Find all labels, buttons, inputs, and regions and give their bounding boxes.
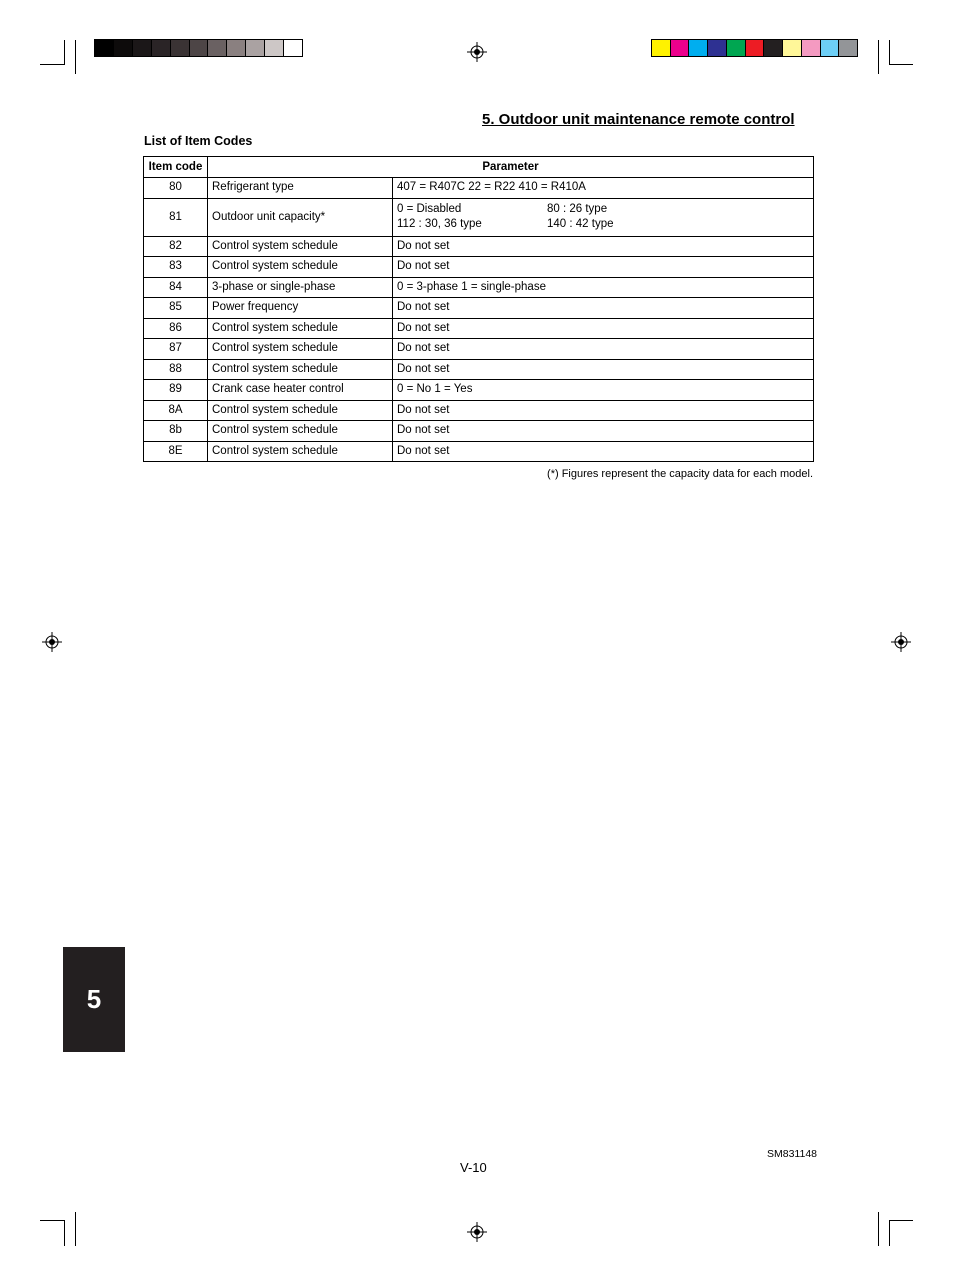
parameter-name-cell: Outdoor unit capacity*: [208, 198, 393, 236]
color-swatch: [670, 40, 689, 56]
parameter-value: 0 = 3-phase 1 = single-phase: [397, 280, 546, 293]
crop-mark: [75, 1212, 76, 1246]
color-swatch: [726, 40, 745, 56]
parameter-value-cell: [393, 178, 814, 199]
color-swatch: [264, 40, 283, 56]
color-swatch: [652, 40, 670, 56]
parameter-name-cell: Crank case heater control: [208, 380, 393, 401]
color-swatch: [688, 40, 707, 56]
registration-mark-icon: [467, 42, 487, 62]
table-row: [144, 277, 814, 298]
item-code-cell: 85: [144, 298, 208, 319]
table-body: [144, 178, 814, 462]
crop-mark: [889, 64, 913, 65]
parameter-value: 112 : 30, 36 type: [397, 218, 482, 230]
table-row: [144, 236, 814, 257]
color-swatch: [801, 40, 820, 56]
parameter-value-cell: [393, 277, 814, 298]
item-code-cell: 89: [144, 380, 208, 401]
color-swatch: [763, 40, 782, 56]
crop-mark: [64, 1220, 65, 1246]
parameter-value-cell: [393, 400, 814, 421]
item-code-cell: 8E: [144, 441, 208, 462]
parameter-value: 407 = R407C 22 = R22 410 = R410A: [397, 181, 586, 194]
color-swatch: [226, 40, 245, 56]
color-swatch: [838, 40, 857, 56]
color-swatch: [245, 40, 264, 56]
table-row: [144, 380, 814, 401]
registration-mark-icon: [891, 632, 911, 652]
color-swatch: [207, 40, 226, 56]
item-code-cell: 8b: [144, 421, 208, 442]
color-swatch: [820, 40, 839, 56]
page-number: V-10: [460, 1160, 487, 1175]
table-row: [144, 339, 814, 360]
parameter-name-cell: Control system schedule: [208, 339, 393, 360]
parameter-name-cell: Refrigerant type: [208, 178, 393, 199]
parameter-value: Do not set: [397, 444, 450, 457]
crop-mark: [40, 1220, 64, 1221]
parameter-line: [397, 403, 809, 418]
table-header-row: [144, 157, 814, 178]
item-code-cell: 84: [144, 277, 208, 298]
item-code-cell: 80: [144, 178, 208, 199]
parameter-value: Do not set: [397, 342, 450, 355]
parameter-line: [397, 180, 809, 195]
parameter-name-cell: Control system schedule: [208, 318, 393, 339]
parameter-line: [397, 202, 809, 217]
parameter-line: [397, 341, 809, 356]
parameter-line: [397, 300, 809, 315]
table-row: [144, 421, 814, 442]
column-header-parameter: Parameter: [208, 157, 814, 178]
parameter-value: Do not set: [397, 403, 450, 416]
gray-density-strip: [94, 39, 303, 57]
parameter-name-cell: Power frequency: [208, 298, 393, 319]
item-code-cell: 83: [144, 257, 208, 278]
table-row: [144, 318, 814, 339]
parameter-value-cell: [393, 257, 814, 278]
crop-mark: [40, 64, 64, 65]
color-swatch: [189, 40, 208, 56]
parameter-value-cell: [393, 236, 814, 257]
section-title: 5. Outdoor unit maintenance remote control: [482, 111, 795, 128]
parameter-line: [397, 217, 809, 232]
chapter-tab: 5: [63, 947, 125, 1052]
color-swatch: [170, 40, 189, 56]
parameter-value: Do not set: [397, 239, 450, 252]
parameter-value-cell: [393, 421, 814, 442]
item-code-cell: 88: [144, 359, 208, 380]
color-bar-strip: [651, 39, 858, 57]
registration-mark-icon: [42, 632, 62, 652]
table-row: [144, 441, 814, 462]
parameter-name-cell: Control system schedule: [208, 236, 393, 257]
color-swatch: [95, 40, 113, 56]
item-code-cell: 87: [144, 339, 208, 360]
color-swatch: [151, 40, 170, 56]
parameter-value-cell: [393, 441, 814, 462]
registration-mark-icon: [467, 1222, 487, 1242]
crop-mark: [75, 40, 76, 74]
color-swatch: [113, 40, 132, 56]
parameter-line: [397, 259, 809, 274]
parameter-name-cell: Control system schedule: [208, 359, 393, 380]
crop-mark: [878, 1212, 879, 1246]
parameter-name-cell: Control system schedule: [208, 421, 393, 442]
table-row: [144, 359, 814, 380]
parameter-value: 80 : 26 type: [547, 203, 608, 215]
item-code-cell: 82: [144, 236, 208, 257]
parameter-value-cell: [393, 380, 814, 401]
parameter-value: 140 : 42 type: [547, 218, 614, 230]
parameter-name-cell: Control system schedule: [208, 257, 393, 278]
table-row: [144, 298, 814, 319]
parameter-value: Do not set: [397, 301, 450, 314]
item-code-table: [143, 156, 814, 462]
parameter-name-cell: 3-phase or single-phase: [208, 277, 393, 298]
parameter-line: [397, 444, 809, 459]
parameter-value-cell: [393, 339, 814, 360]
parameter-line: [397, 321, 809, 336]
parameter-value: 0 = No 1 = Yes: [397, 383, 473, 396]
color-swatch: [745, 40, 764, 56]
color-swatch: [707, 40, 726, 56]
parameter-value: Do not set: [397, 321, 450, 334]
parameter-value: 0 = Disabled: [397, 203, 462, 215]
item-code-cell: 86: [144, 318, 208, 339]
parameter-line: [397, 239, 809, 254]
table-row: [144, 400, 814, 421]
crop-mark: [889, 40, 890, 65]
parameter-line: [397, 382, 809, 397]
footnote: (*) Figures represent the capacity data for each model.: [547, 468, 813, 480]
crop-mark: [889, 1220, 913, 1221]
parameter-value-cell: [393, 318, 814, 339]
table-caption: List of Item Codes: [144, 134, 253, 148]
color-swatch: [283, 40, 302, 56]
parameter-line: [397, 423, 809, 438]
parameter-value: Do not set: [397, 362, 450, 375]
table-row: [144, 257, 814, 278]
column-header-item-code: Item code: [144, 157, 208, 178]
parameter-line: [397, 362, 809, 377]
document-code: SM831148: [766, 1148, 817, 1160]
crop-mark: [878, 40, 879, 74]
table-row: [144, 178, 814, 199]
parameter-line: [397, 280, 809, 295]
parameter-name-cell: Control system schedule: [208, 400, 393, 421]
parameter-value: Do not set: [397, 424, 450, 437]
color-swatch: [132, 40, 151, 56]
parameter-value-cell: [393, 298, 814, 319]
table-row: [144, 198, 814, 236]
item-code-cell: 8A: [144, 400, 208, 421]
parameter-value-cell: [393, 359, 814, 380]
color-swatch: [782, 40, 801, 56]
parameter-name-cell: Control system schedule: [208, 441, 393, 462]
item-code-cell: 81: [144, 198, 208, 236]
crop-mark: [889, 1220, 890, 1246]
parameter-value-cell: [393, 198, 814, 236]
parameter-value: Do not set: [397, 260, 450, 273]
crop-mark: [64, 40, 65, 65]
